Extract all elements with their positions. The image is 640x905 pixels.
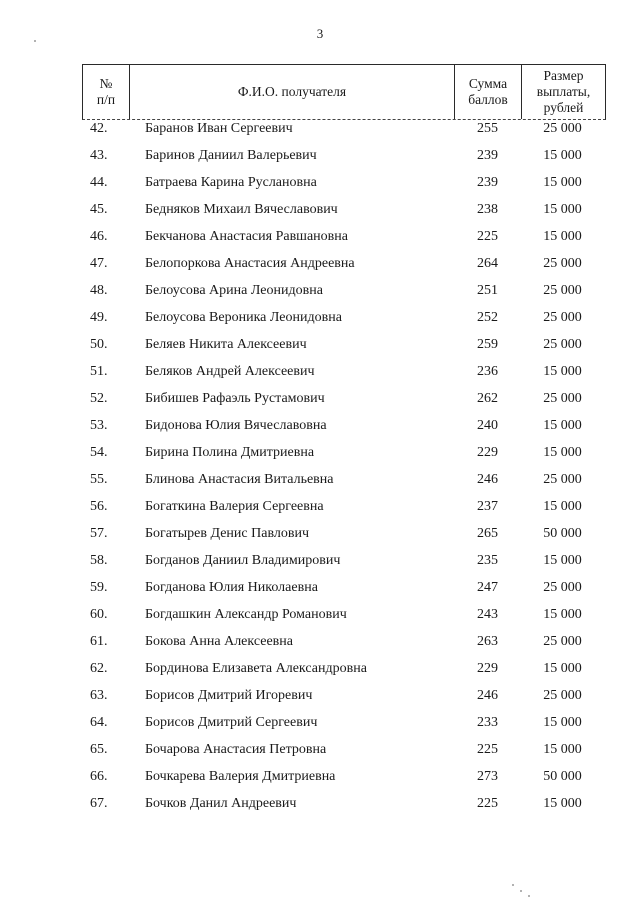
recipient-name: Бедняков Михаил Вячеславович bbox=[145, 202, 338, 217]
recipient-name: Борисов Дмитрий Игоревич bbox=[145, 688, 313, 703]
score-sum: 233 bbox=[477, 715, 498, 730]
recipient-name: Баринов Даниил Валерьевич bbox=[145, 148, 317, 163]
recipient-name: Белоусова Вероника Леонидовна bbox=[145, 310, 342, 325]
row-number: 58. bbox=[90, 553, 108, 568]
table-row bbox=[82, 768, 606, 795]
table-row bbox=[82, 147, 606, 174]
recipient-name: Борисов Дмитрий Сергеевич bbox=[145, 715, 318, 730]
payment-amount: 15 000 bbox=[543, 364, 582, 379]
table-row bbox=[82, 417, 606, 444]
scan-speck bbox=[528, 895, 530, 897]
row-number: 63. bbox=[90, 688, 108, 703]
row-number: 51. bbox=[90, 364, 108, 379]
payment-amount: 15 000 bbox=[543, 742, 582, 757]
score-sum: 255 bbox=[477, 121, 498, 136]
payment-amount: 15 000 bbox=[543, 661, 582, 676]
score-sum: 229 bbox=[477, 445, 498, 460]
table-row bbox=[82, 552, 606, 579]
score-sum: 237 bbox=[477, 499, 498, 514]
table-row bbox=[82, 282, 606, 309]
score-sum: 229 bbox=[477, 661, 498, 676]
table-row bbox=[82, 579, 606, 606]
row-number: 56. bbox=[90, 499, 108, 514]
recipient-name: Бирина Полина Дмитриевна bbox=[145, 445, 315, 460]
row-number: 48. bbox=[90, 283, 108, 298]
table-row bbox=[82, 498, 606, 525]
score-sum: 240 bbox=[477, 418, 498, 433]
table-row bbox=[82, 390, 606, 417]
scan-speck bbox=[34, 40, 36, 42]
row-number: 50. bbox=[90, 337, 108, 352]
row-number: 67. bbox=[90, 796, 108, 811]
row-number: 55. bbox=[90, 472, 108, 487]
row-number: 62. bbox=[90, 661, 108, 676]
payment-amount: 15 000 bbox=[543, 715, 582, 730]
recipient-name: Беляков Андрей Алексеевич bbox=[145, 364, 315, 379]
row-number: 65. bbox=[90, 742, 108, 757]
recipient-name: Бибишев Рафаэль Рустамович bbox=[145, 391, 325, 406]
recipient-name: Богатырев Денис Павлович bbox=[145, 526, 309, 541]
payment-amount: 25 000 bbox=[543, 283, 582, 298]
row-number: 42. bbox=[90, 121, 108, 136]
score-sum: 236 bbox=[477, 364, 498, 379]
payment-amount: 15 000 bbox=[543, 229, 582, 244]
payment-amount: 50 000 bbox=[543, 526, 582, 541]
table-row bbox=[82, 741, 606, 768]
payment-amount: 15 000 bbox=[543, 175, 582, 190]
scan-speck bbox=[520, 890, 522, 892]
recipient-name: Бокова Анна Алексеевна bbox=[145, 634, 293, 649]
score-sum: 263 bbox=[477, 634, 498, 649]
table-row bbox=[82, 228, 606, 255]
table-row bbox=[82, 471, 606, 498]
table-row bbox=[82, 363, 606, 390]
table-row bbox=[82, 201, 606, 228]
table-row bbox=[82, 255, 606, 282]
payment-amount: 15 000 bbox=[543, 553, 582, 568]
table-row bbox=[82, 687, 606, 714]
score-sum: 251 bbox=[477, 283, 498, 298]
recipient-name: Бочков Данил Андреевич bbox=[145, 796, 297, 811]
recipient-name: Бочарова Анастасия Петровна bbox=[145, 742, 327, 757]
recipient-name: Беляев Никита Алексеевич bbox=[145, 337, 307, 352]
scan-speck bbox=[512, 884, 514, 886]
recipient-name: Богданова Юлия Николаевна bbox=[145, 580, 318, 595]
page-number: 3 bbox=[316, 26, 324, 41]
table-row bbox=[82, 606, 606, 633]
table-header bbox=[82, 64, 606, 120]
payment-amount: 25 000 bbox=[543, 256, 582, 271]
table-body bbox=[82, 120, 606, 822]
payment-amount: 25 000 bbox=[543, 634, 582, 649]
score-sum: 259 bbox=[477, 337, 498, 352]
payment-amount: 25 000 bbox=[543, 688, 582, 703]
table-row bbox=[82, 525, 606, 552]
payment-amount: 15 000 bbox=[543, 148, 582, 163]
recipient-name: Блинова Анастасия Витальевна bbox=[145, 472, 334, 487]
score-sum: 225 bbox=[477, 742, 498, 757]
table-row bbox=[82, 444, 606, 471]
score-sum: 225 bbox=[477, 796, 498, 811]
score-sum: 246 bbox=[477, 472, 498, 487]
score-sum: 264 bbox=[477, 256, 498, 271]
score-sum: 225 bbox=[477, 229, 498, 244]
table-row bbox=[82, 714, 606, 741]
payment-amount: 25 000 bbox=[543, 121, 582, 136]
recipient-name: Бекчанова Анастасия Равшановна bbox=[145, 229, 348, 244]
score-sum: 262 bbox=[477, 391, 498, 406]
header-payment-amount: Размер выплаты, рублей bbox=[536, 68, 591, 115]
score-sum: 239 bbox=[477, 175, 498, 190]
row-number: 61. bbox=[90, 634, 108, 649]
row-number: 46. bbox=[90, 229, 108, 244]
payment-amount: 25 000 bbox=[543, 337, 582, 352]
payment-amount: 25 000 bbox=[543, 472, 582, 487]
payment-amount: 25 000 bbox=[543, 580, 582, 595]
row-number: 57. bbox=[90, 526, 108, 541]
header-score-sum: Сумма баллов bbox=[455, 65, 522, 119]
row-number: 53. bbox=[90, 418, 108, 433]
row-number: 49. bbox=[90, 310, 108, 325]
recipient-name: Богдашкин Александр Романович bbox=[145, 607, 347, 622]
table-row bbox=[82, 660, 606, 687]
header-number: № п/п bbox=[83, 65, 130, 119]
row-number: 59. bbox=[90, 580, 108, 595]
score-sum: 243 bbox=[477, 607, 498, 622]
table-row bbox=[82, 174, 606, 201]
score-sum: 238 bbox=[477, 202, 498, 217]
payment-amount: 25 000 bbox=[543, 391, 582, 406]
payment-amount: 15 000 bbox=[543, 418, 582, 433]
score-sum: 252 bbox=[477, 310, 498, 325]
score-sum: 246 bbox=[477, 688, 498, 703]
row-number: 45. bbox=[90, 202, 108, 217]
recipient-name: Белопоркова Анастасия Андреевна bbox=[145, 256, 355, 271]
header-recipient-name: Ф.И.О. получателя bbox=[130, 65, 455, 119]
recipient-name: Богаткина Валерия Сергеевна bbox=[145, 499, 324, 514]
table-row bbox=[82, 336, 606, 363]
recipient-name: Бидонова Юлия Вячеславовна bbox=[145, 418, 327, 433]
payment-amount: 15 000 bbox=[543, 202, 582, 217]
table-row bbox=[82, 120, 606, 147]
payment-amount: 15 000 bbox=[543, 607, 582, 622]
recipient-name: Богданов Даниил Владимирович bbox=[145, 553, 341, 568]
recipient-name: Белоусова Арина Леонидовна bbox=[145, 283, 323, 298]
table-row bbox=[82, 795, 606, 822]
recipient-name: Баранов Иван Сергеевич bbox=[145, 121, 293, 136]
row-number: 47. bbox=[90, 256, 108, 271]
table-row bbox=[82, 309, 606, 336]
table-row bbox=[82, 633, 606, 660]
payment-amount: 15 000 bbox=[543, 499, 582, 514]
row-number: 64. bbox=[90, 715, 108, 730]
row-number: 44. bbox=[90, 175, 108, 190]
payment-amount: 15 000 bbox=[543, 445, 582, 460]
score-sum: 239 bbox=[477, 148, 498, 163]
score-sum: 265 bbox=[477, 526, 498, 541]
recipient-name: Батраева Карина Руслановна bbox=[145, 175, 317, 190]
payment-amount: 50 000 bbox=[543, 769, 582, 784]
score-sum: 247 bbox=[477, 580, 498, 595]
recipient-name: Бординова Елизавета Александровна bbox=[145, 661, 367, 676]
row-number: 60. bbox=[90, 607, 108, 622]
recipient-name: Бочкарева Валерия Дмитриевна bbox=[145, 769, 336, 784]
payment-amount: 25 000 bbox=[543, 310, 582, 325]
score-sum: 235 bbox=[477, 553, 498, 568]
row-number: 54. bbox=[90, 445, 108, 460]
row-number: 43. bbox=[90, 148, 108, 163]
row-number: 52. bbox=[90, 391, 108, 406]
score-sum: 273 bbox=[477, 769, 498, 784]
row-number: 66. bbox=[90, 769, 108, 784]
payment-amount: 15 000 bbox=[543, 796, 582, 811]
